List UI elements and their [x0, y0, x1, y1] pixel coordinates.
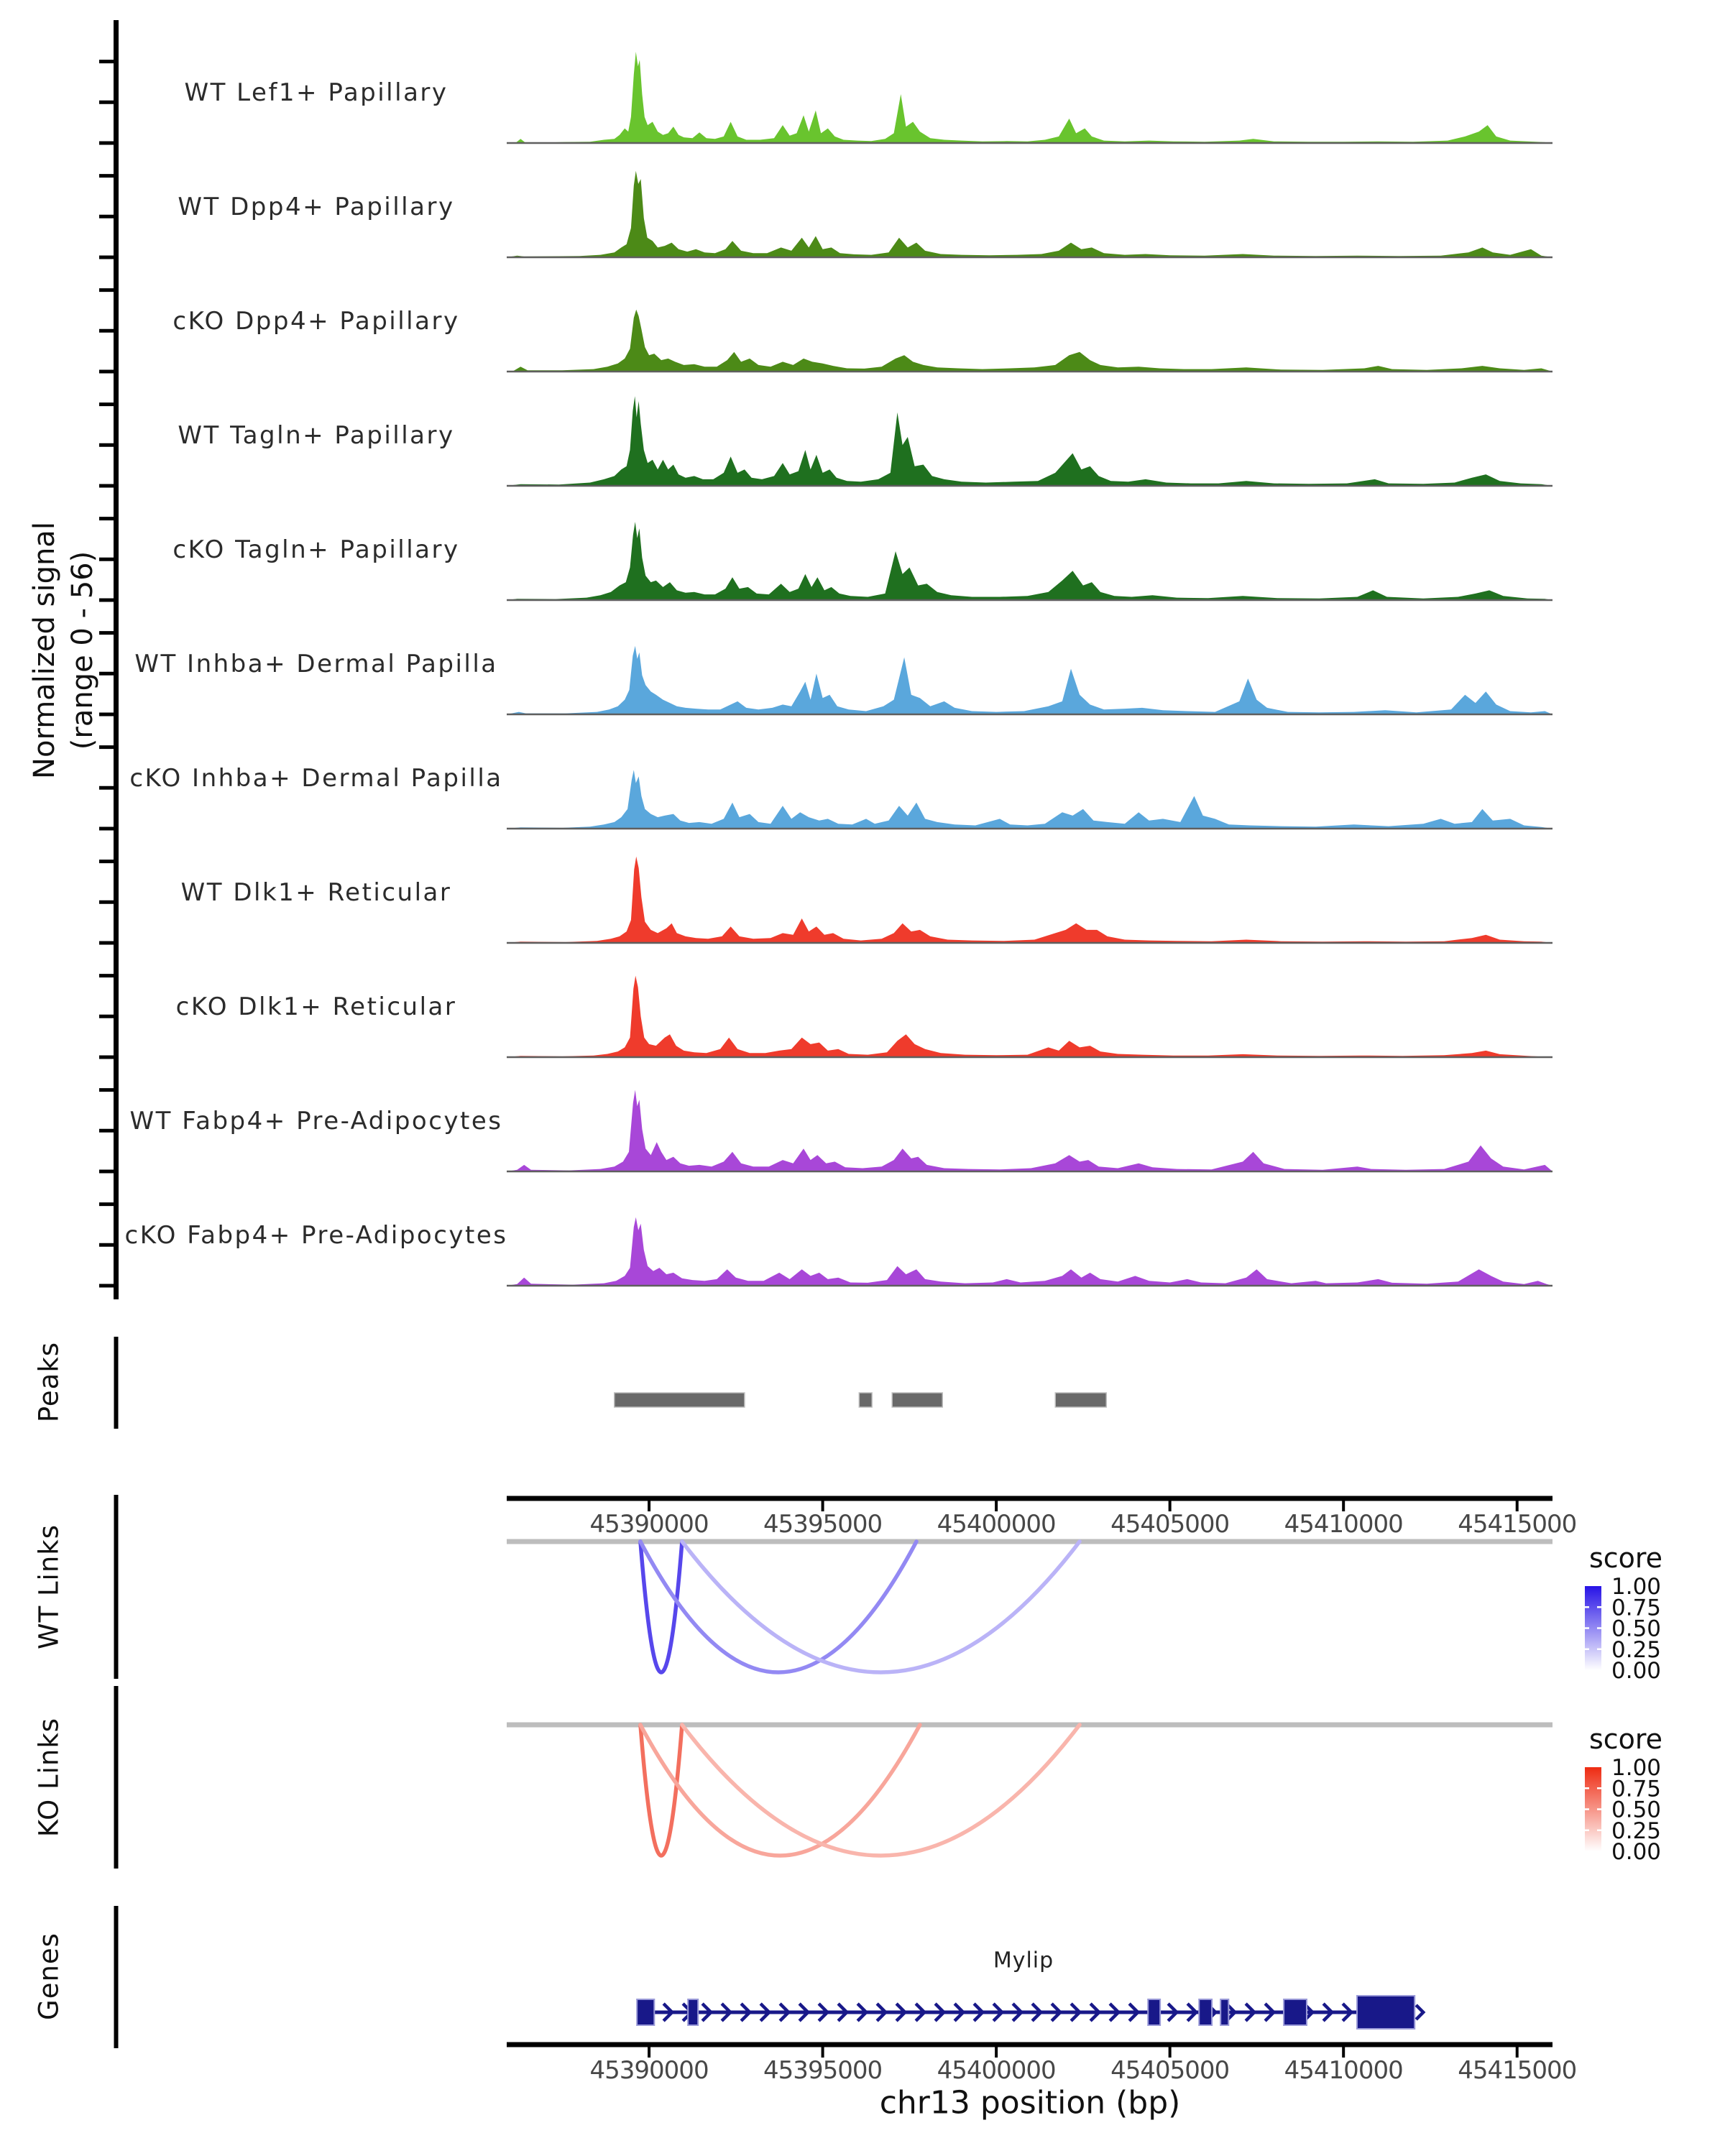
legend-tick-label: 0.50 — [1611, 1616, 1662, 1642]
track-label: WT Dpp4+ Papillary — [178, 193, 455, 221]
track-label: cKO Fabp4+ Pre-Adipocytes — [124, 1221, 508, 1250]
signal-area — [507, 52, 1552, 143]
track-label: cKO Inhba+ Dermal Papilla — [129, 764, 503, 793]
signal-track — [507, 52, 1552, 143]
signal-track — [507, 396, 1552, 486]
panel-side-label: WT Links — [33, 1524, 65, 1649]
y-axis-label-line1: Normalized signal — [28, 522, 61, 779]
genome-axis-tick-label: 45395000 — [763, 1510, 883, 1539]
signal-area — [507, 646, 1552, 714]
peak-interval — [615, 1393, 745, 1407]
peak-interval — [1055, 1393, 1106, 1407]
signal-track — [507, 1090, 1552, 1171]
panel-side-label: KO Links — [33, 1717, 65, 1838]
signal-area — [507, 770, 1552, 829]
signal-area — [507, 522, 1552, 600]
track-label: cKO Dpp4+ Papillary — [172, 307, 460, 336]
signal-area — [507, 857, 1552, 943]
track-label: WT Lef1+ Papillary — [184, 78, 448, 107]
legend-tick-label: 1.00 — [1611, 1574, 1662, 1600]
track-label: WT Inhba+ Dermal Papilla — [134, 650, 498, 678]
genome-axis-tick-label: 45410000 — [1284, 1510, 1403, 1539]
genome-axis-tick-label: 45405000 — [1110, 1510, 1230, 1539]
panel-side-label: Genes — [33, 1932, 65, 2020]
link-arc — [640, 1725, 682, 1856]
peak-interval — [859, 1393, 872, 1407]
gene-terminal-exon — [1357, 1996, 1414, 2029]
track-label: cKO Dlk1+ Reticular — [175, 992, 457, 1021]
y-axis-label-line2: (range 0 - 56) — [66, 550, 99, 750]
gene-exon — [1284, 1999, 1307, 2025]
peak-interval — [892, 1393, 942, 1407]
signal-track — [507, 1217, 1552, 1286]
genome-axis-tick-label: 45415000 — [1458, 1510, 1577, 1539]
legend-tick-label: 0.25 — [1611, 1818, 1662, 1844]
genome-axis-tick-label: 45410000 — [1284, 2056, 1403, 2085]
signal-track — [507, 522, 1552, 600]
signal-track — [507, 171, 1552, 257]
signal-track — [507, 857, 1552, 943]
genome-axis-tick-label: 45390000 — [589, 2056, 709, 2085]
legend-title: score — [1588, 1542, 1663, 1574]
signal-track — [507, 770, 1552, 829]
signal-track — [507, 310, 1552, 372]
gene-model — [637, 1996, 1423, 2029]
panel-side-label: Peaks — [33, 1341, 65, 1423]
gene-exon — [637, 1999, 654, 2025]
legend-tick-label: 0.00 — [1611, 1658, 1662, 1684]
track-label: WT Tagln+ Papillary — [178, 421, 455, 450]
gene-end-arrow-icon — [1416, 2005, 1423, 2019]
signal-area — [507, 171, 1552, 257]
signal-track — [507, 976, 1552, 1057]
signal-area — [507, 976, 1552, 1057]
legend-tick-label: 0.25 — [1611, 1636, 1662, 1663]
signal-area — [507, 1217, 1552, 1286]
track-label: cKO Tagln+ Papillary — [172, 535, 460, 564]
legend-tick-label: 0.75 — [1611, 1776, 1662, 1802]
genome-axis-tick-label: 45400000 — [937, 2056, 1056, 2085]
track-label: WT Fabp4+ Pre-Adipocytes — [129, 1107, 503, 1135]
genome-axis-tick-label: 45415000 — [1458, 2056, 1577, 2085]
genome-axis-tick-label: 45405000 — [1110, 2056, 1230, 2085]
signal-area — [507, 1090, 1552, 1171]
genome-axis-tick-label: 45390000 — [589, 1510, 709, 1539]
signal-track — [507, 646, 1552, 714]
genome-axis-tick-label: 45400000 — [937, 1510, 1056, 1539]
legend-tick-label: 0.75 — [1611, 1595, 1662, 1621]
gene-exon — [1220, 1999, 1228, 2025]
gene-exon — [1199, 1999, 1212, 2025]
link-arc — [682, 1542, 1080, 1672]
legend-tick-label: 1.00 — [1611, 1755, 1662, 1781]
gene-name-label: Mylip — [993, 1948, 1054, 1973]
signal-area — [507, 396, 1552, 486]
x-axis-title: chr13 position (bp) — [879, 2084, 1181, 2122]
gene-exon — [688, 1999, 698, 2025]
legend-tick-label: 0.50 — [1611, 1797, 1662, 1823]
signal-area — [507, 310, 1552, 372]
legend-title: score — [1588, 1723, 1663, 1755]
legend-tick-label: 0.00 — [1611, 1839, 1662, 1865]
track-label: WT Dlk1+ Reticular — [180, 878, 452, 907]
link-arc — [640, 1542, 682, 1672]
genome-axis-tick-label: 45395000 — [763, 2056, 883, 2085]
gene-exon — [1148, 1999, 1160, 2025]
